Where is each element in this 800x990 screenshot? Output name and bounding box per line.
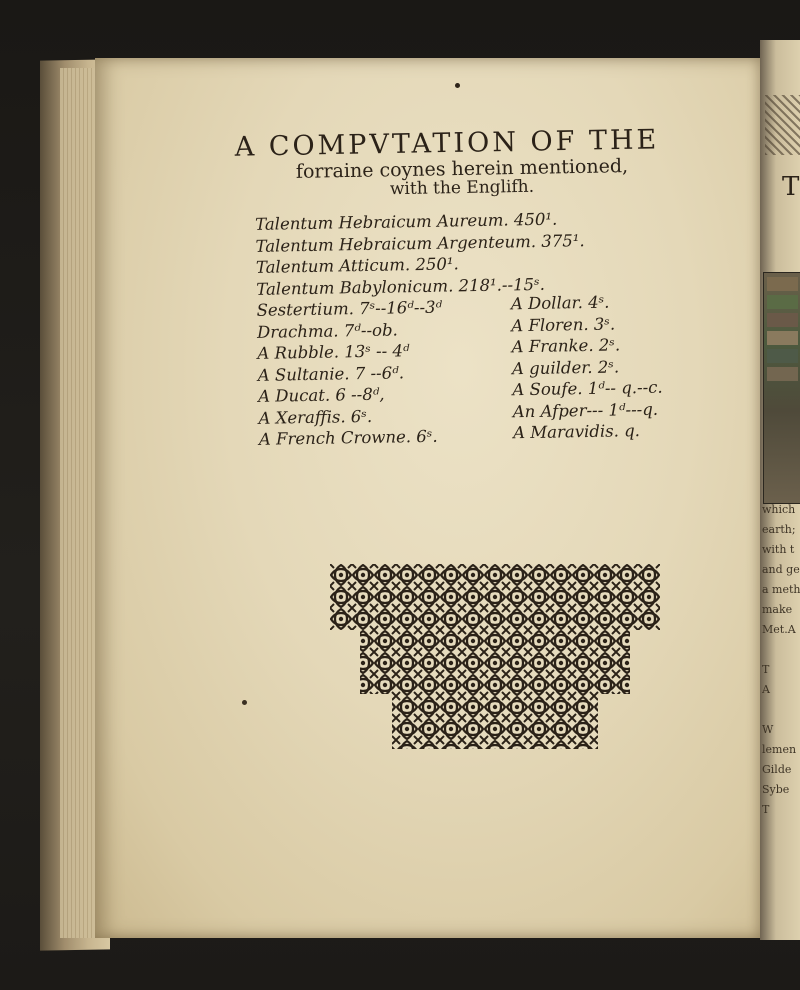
facing-page-line: make: [762, 603, 793, 616]
page-mark: [455, 83, 460, 88]
coin-entry: A guilder. 2ˢ.: [511, 356, 620, 378]
coin-entry: A Ducat. 6 --8ᵈ,: [257, 384, 385, 406]
coin-entry: An Afper--- 1ᵈ---q.: [512, 399, 659, 421]
facing-page-line: Met.A: [762, 623, 796, 636]
facing-page-line: [762, 700, 800, 720]
coin-entry: A Dollar. 4ˢ.: [510, 292, 610, 314]
facing-page-line: Gilde: [762, 763, 792, 776]
page-subtitle-2: with the Englifh.: [389, 176, 535, 200]
facing-page-line: earth;: [762, 523, 796, 536]
coin-entry: A Floren. 3ˢ.: [511, 314, 616, 335]
facing-page-line: lemen: [762, 743, 797, 756]
facing-page-line: W: [762, 723, 774, 736]
coin-entry: Talentum Atticum. 250¹.: [255, 254, 459, 277]
page-dot: [242, 700, 247, 705]
color-calibration-strip: [763, 272, 800, 504]
coin-entry: Sestertium. 7ˢ--16ᵈ--3ᵈ: [256, 297, 443, 320]
printers-ornament: [330, 564, 660, 749]
coin-entry: Drachma. 7ᵈ--ob.: [256, 319, 398, 342]
facing-page-ornament: [765, 95, 800, 155]
facing-page-line: Sybe: [762, 783, 790, 796]
coin-entry: A Soufe. 1ᵈ-- q.--c.: [512, 377, 663, 400]
page-subtitle: forraine coynes herein mentioned,: [295, 155, 629, 183]
facing-page-line: a meth: [762, 583, 800, 596]
coin-entry: A Rubble. 13ˢ -- 4ᵈ: [257, 341, 410, 363]
coin-entry: A French Crowne. 6ˢ.: [258, 426, 438, 449]
coin-entry: A Sultanie. 7 --6ᵈ.: [257, 362, 405, 385]
facing-page-line: A: [762, 683, 770, 696]
facing-page-line: which: [762, 503, 796, 516]
coin-list-right: [511, 291, 664, 444]
coin-entry: A Maravidis. q.: [512, 421, 641, 443]
coin-entry: A Xeraffis. 6ˢ.: [258, 406, 373, 428]
facing-page-text: [762, 500, 800, 820]
coin-entry: Talentum Hebraicum Aureum. 450¹.: [254, 209, 558, 234]
facing-page-initial: T: [782, 172, 800, 202]
facing-page-line: [762, 640, 800, 660]
coin-entry: A Franke. 2ˢ.: [511, 335, 621, 357]
facing-page-line: T: [762, 663, 770, 676]
facing-page-line: with t: [762, 543, 795, 556]
facing-page-line: and ge: [762, 563, 800, 576]
coin-entry: Talentum Hebraicum Argenteum. 375¹.: [255, 230, 585, 256]
coin-entry: Talentum Babylonicum. 218¹.--15ˢ.: [256, 274, 546, 299]
facing-page-line: T: [762, 803, 770, 816]
page-title: A COMPVTATION OF THE: [234, 124, 660, 163]
